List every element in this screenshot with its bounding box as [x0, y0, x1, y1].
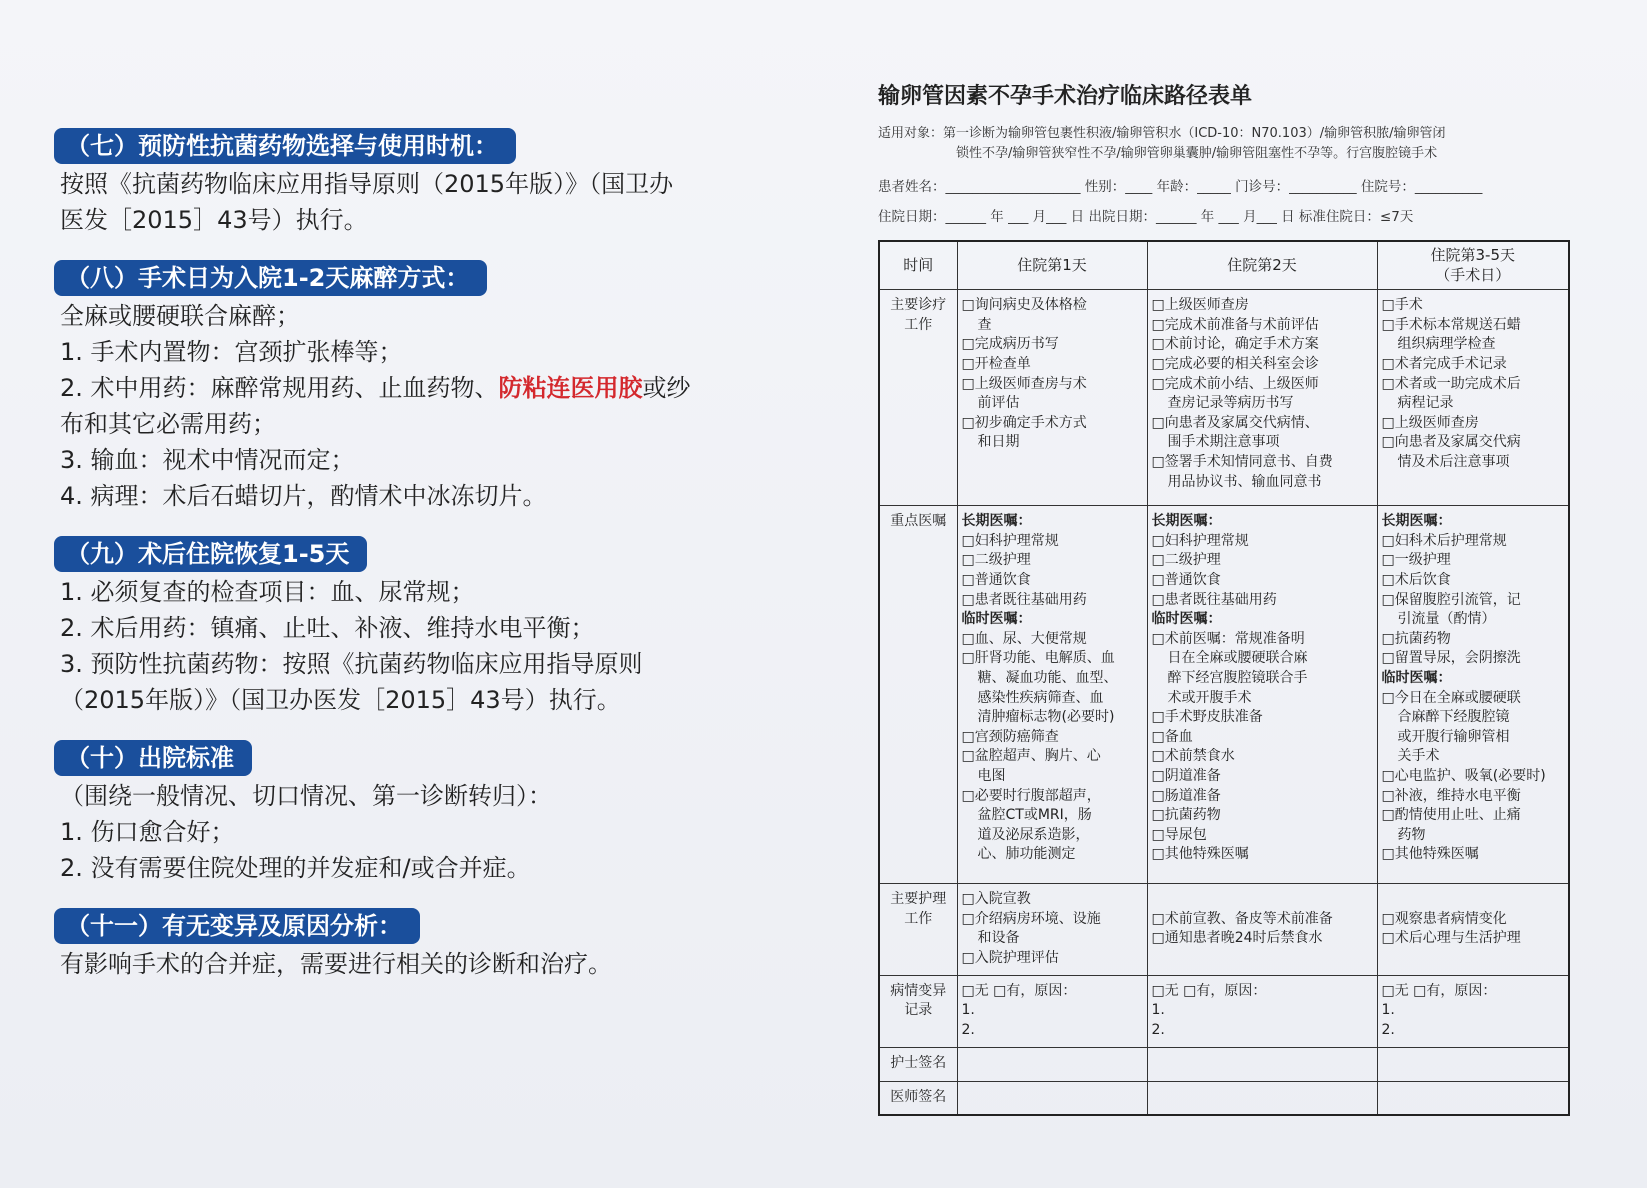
list-item: 清肿瘤标志物(必要时) — [977, 709, 1115, 726]
list-item: □观察患者病情变化 — [1381, 910, 1507, 927]
list-item: □完成术前准备与术前评估 — [1151, 316, 1319, 333]
list-item: □其他特殊医嘱 — [1151, 846, 1249, 863]
table-header-row — [879, 241, 1569, 290]
list-item: 临时医嘱： — [1151, 611, 1222, 628]
list-item: □二级护理 — [1151, 552, 1221, 569]
text-line: 1. 手术内置物：宫颈扩张棒等； — [60, 338, 403, 366]
list-item: 关手术 — [1397, 748, 1440, 765]
cell-orders-day2 — [1147, 506, 1377, 884]
list-item: □手术 — [1381, 297, 1423, 314]
cell-var-day2 — [1147, 975, 1377, 1047]
list-item: 2. — [961, 1021, 975, 1038]
list-item: □肝肾功能、电解质、血 — [961, 650, 1115, 667]
list-item: □上级医师查房 — [1381, 414, 1479, 431]
row-orders — [879, 506, 1569, 884]
list-item: 或开腹行输卵管相 — [1397, 728, 1510, 745]
list-item: 用品协议书、输血同意书 — [1167, 473, 1322, 490]
sign-cell[interactable] — [1377, 1047, 1569, 1081]
section-8-header: （八）手术日为入院1-2天麻醉方式： — [54, 260, 487, 296]
header-day1: 住院第1天 — [957, 241, 1147, 290]
right-column — [878, 82, 1572, 1116]
header-time: 时间 — [879, 241, 957, 290]
list-item: □入院宣教 — [961, 891, 1031, 908]
list-item: □签署手术知情同意书、自费 — [1151, 453, 1333, 470]
text-line: 2. 没有需要住院处理的并发症和/或合并症。 — [60, 854, 531, 882]
row-label: 主要诊疗工作 — [879, 290, 957, 506]
cell-nursing-day35 — [1377, 884, 1569, 975]
list-item: □手术标本常规送石蜡 — [1381, 316, 1521, 333]
list-item: □普通饮食 — [1151, 571, 1221, 588]
list-item: 情及术后注意事项 — [1397, 453, 1510, 470]
list-item: 长期医嘱： — [1381, 513, 1452, 530]
list-item: □向患者及家属交代病情、 — [1151, 414, 1319, 431]
text-line: 3. 输血：视术中情况而定； — [60, 446, 355, 474]
list-item: □术者或一助完成术后 — [1381, 375, 1521, 392]
list-item: □患者既往基础用药 — [1151, 591, 1277, 608]
cell-nursing-day2 — [1147, 884, 1377, 975]
list-item: □无 □有，原因： — [961, 982, 1077, 999]
form-title: 输卵管因素不孕手术治疗临床路径表单 — [878, 84, 1253, 109]
text-line: 有影响手术的合并症，需要进行相关的诊断和治疗。 — [60, 950, 612, 978]
scope-line: 适用对象：第一诊断为输卵管包裹性积液/输卵管积水（ICD-10：N70.103）/输卵管积脓/输卵管闭 — [878, 126, 1446, 141]
text-line: （围绕一般情况、切口情况、第一诊断转归）： — [60, 782, 552, 810]
row-nursing — [879, 884, 1569, 975]
text-line: 3. 预防性抗菌药物：按照《抗菌药物临床应用指导原则 — [60, 650, 643, 678]
list-item: □术前宣教、备皮等术前准备 — [1151, 910, 1333, 927]
list-item: 道及泌尿系造影， — [977, 826, 1090, 843]
list-item: □盆腔超声、胸片、心 — [961, 748, 1101, 765]
list-item: □留置导尿，会阴擦洗 — [1381, 650, 1521, 667]
section-7 — [60, 128, 770, 238]
row-label: 主要护理工作 — [879, 884, 957, 975]
cell-diag-day1 — [957, 290, 1147, 506]
row-doctor-sign — [879, 1081, 1569, 1115]
list-item: □二级护理 — [961, 552, 1031, 569]
list-item: 合麻醉下经腹腔镜 — [1397, 709, 1510, 726]
list-item: □其他特殊医嘱 — [1381, 846, 1479, 863]
list-item: □患者既往基础用药 — [961, 591, 1087, 608]
row-label: 病情变异记录 — [879, 975, 957, 1047]
list-item: 围手术期注意事项 — [1167, 434, 1280, 451]
list-item: 前评估 — [977, 395, 1020, 412]
pathway-table — [878, 240, 1570, 1116]
list-item: □手术野皮肤准备 — [1151, 709, 1263, 726]
list-item: □导尿包 — [1151, 826, 1207, 843]
list-item: □开检查单 — [961, 355, 1031, 372]
list-item: □初步确定手术方式 — [961, 414, 1087, 431]
list-item: 术或开腹手术 — [1167, 689, 1252, 706]
list-item: 长期医嘱： — [1151, 513, 1222, 530]
row-nurse-sign — [879, 1047, 1569, 1081]
list-item: □入院护理评估 — [961, 949, 1059, 966]
section-10 — [60, 740, 770, 886]
list-item: □普通饮食 — [961, 571, 1031, 588]
list-item: 长期医嘱： — [961, 513, 1032, 530]
text-line: 布和其它必需用药； — [60, 410, 276, 438]
list-item: □抗菌药物 — [1151, 807, 1221, 824]
row-label: 护士签名 — [879, 1047, 957, 1081]
sign-cell[interactable] — [957, 1047, 1147, 1081]
list-item: □心电监护、吸氧(必要时) — [1381, 767, 1546, 784]
list-item: □术后心理与生活护理 — [1381, 930, 1521, 947]
list-item: 引流量（酌情） — [1397, 611, 1496, 628]
cell-orders-day35 — [1377, 506, 1569, 884]
header-day2: 住院第2天 — [1147, 241, 1377, 290]
list-item: □补液，维持水电平衡 — [1381, 787, 1521, 804]
patient-fields: 患者姓名：____________________ 性别：____ 年龄：_____ 门诊号：__________ 住院号：__________ — [878, 179, 1483, 195]
list-item: □向患者及家属交代病 — [1381, 434, 1521, 451]
text-line — [60, 370, 770, 406]
text-span: 或纱 — [642, 374, 691, 402]
list-item: □完成术前小结、上级医师 — [1151, 375, 1319, 392]
list-item: 查 — [977, 316, 992, 333]
text-line: 2. 术后用药：镇痛、止吐、补液、维持水电平衡； — [60, 614, 595, 642]
list-item: 2. — [1381, 1021, 1395, 1038]
list-item: □必要时行腹部超声， — [961, 787, 1101, 804]
list-item: 药物 — [1397, 826, 1426, 843]
row-label: 重点医嘱 — [879, 506, 957, 884]
row-diag — [879, 290, 1569, 506]
list-item: 病程记录 — [1397, 395, 1454, 412]
list-item: 日在全麻或腰硬联合麻 — [1167, 650, 1308, 667]
section-9 — [60, 536, 770, 718]
row-label: 医师签名 — [879, 1081, 957, 1115]
section-7-header: （七）预防性抗菌药物选择与使用时机： — [54, 128, 516, 164]
list-item: 2. — [1151, 1021, 1165, 1038]
header-day35 — [1377, 241, 1569, 290]
date-fields: 住院日期：______ 年 ___ 月___ 日 出院日期：______ 年 ___ 月___ 日 标准住院日：≤7天 — [878, 209, 1414, 225]
list-item: □阴道准备 — [1151, 767, 1221, 784]
list-item: 和设备 — [977, 930, 1020, 947]
section-9-header: （九）术后住院恢复1-5天 — [54, 536, 367, 572]
list-item: 1. — [1381, 1002, 1395, 1019]
list-item: □今日在全麻或腰硬联 — [1381, 689, 1521, 706]
cell-diag-day2 — [1147, 290, 1377, 506]
list-item: □妇科护理常规 — [1151, 532, 1249, 549]
header-day35-a: 住院第3-5天 — [1430, 246, 1515, 264]
list-item: □介绍病房环境、设施 — [961, 910, 1101, 927]
text-line: 1. 必须复查的检查项目：血、尿常规； — [60, 578, 475, 606]
list-item: □术者完成手术记录 — [1381, 355, 1507, 372]
list-item: □宫颈防癌筛查 — [961, 728, 1059, 745]
section-11-header: （十一）有无变异及原因分析： — [54, 908, 420, 944]
text-span: 2. 术中用药：麻醉常规用药、止血药物、 — [60, 374, 499, 402]
sign-cell[interactable] — [1377, 1081, 1569, 1115]
list-item: □备血 — [1151, 728, 1193, 745]
list-item: 查房记录等病历书写 — [1167, 395, 1294, 412]
list-item: □妇科护理常规 — [961, 532, 1059, 549]
list-item: □保留腹腔引流管，记 — [1381, 591, 1521, 608]
cell-diag-day35 — [1377, 290, 1569, 506]
header-day35-b: （手术日） — [1435, 265, 1511, 284]
list-item: 和日期 — [977, 434, 1020, 451]
sign-cell[interactable] — [957, 1081, 1147, 1115]
list-item: □上级医师查房 — [1151, 297, 1249, 314]
list-item: □一级护理 — [1381, 552, 1451, 569]
text-line: （2015年版）》（国卫办医发［2015］43号）执行。 — [60, 686, 621, 714]
list-item: 醉下经宫腹腔镜联合手 — [1167, 669, 1308, 686]
list-item: □酌情使用止吐、止痛 — [1381, 807, 1521, 824]
list-item: 电图 — [977, 767, 1006, 784]
list-item: □术前禁食水 — [1151, 748, 1235, 765]
list-item: 临时医嘱： — [1381, 669, 1452, 686]
list-item: □妇科术后护理常规 — [1381, 532, 1507, 549]
list-item: □无 □有，原因： — [1381, 982, 1497, 999]
list-item: 糖、凝血功能、血型、 — [977, 669, 1118, 686]
list-item: 盆腔CT或MRI，肠 — [977, 807, 1092, 824]
list-item: 感染性疾病筛查、血 — [977, 689, 1104, 706]
list-item: □上级医师查房与术 — [961, 375, 1087, 392]
list-item: 1. — [1151, 1002, 1165, 1019]
section-10-header: （十）出院标准 — [54, 740, 252, 776]
row-variation — [879, 975, 1569, 1047]
left-column — [60, 128, 770, 1004]
text-line: 按照《抗菌药物临床应用指导原则（2015年版）》（国卫办 — [60, 170, 674, 198]
scope-line: 锁性不孕/输卵管狭窄性不孕/输卵管卵巢囊肿/输卵管阻塞性不孕等。行宫腹腔镜手术 — [956, 146, 1438, 161]
sign-cell[interactable] — [1147, 1081, 1377, 1115]
section-11 — [60, 908, 770, 982]
text-line: 1. 伤口愈合好； — [60, 818, 235, 846]
list-item: □通知患者晚24时后禁食水 — [1151, 930, 1323, 947]
cell-orders-day1 — [957, 506, 1147, 884]
list-item: □术前医嘱：常规准备明 — [1151, 630, 1305, 647]
list-item: □完成病历书写 — [961, 336, 1059, 353]
list-item: □抗菌药物 — [1381, 630, 1451, 647]
list-item: □询问病史及体格检 — [961, 297, 1087, 314]
text-line: 4. 病理：术后石蜡切片，酌情术中冰冻切片。 — [60, 482, 547, 510]
list-item: 组织病理学检查 — [1397, 336, 1496, 353]
sign-cell[interactable] — [1147, 1047, 1377, 1081]
cell-var-day1 — [957, 975, 1147, 1047]
list-item: □术前讨论，确定手术方案 — [1151, 336, 1319, 353]
list-item: 心、肺功能测定 — [977, 846, 1076, 863]
list-item: □术后饮食 — [1381, 571, 1451, 588]
text-line: 全麻或腰硬联合麻醉； — [60, 302, 300, 330]
list-item: □无 □有，原因： — [1151, 982, 1267, 999]
list-item: 1. — [961, 1002, 975, 1019]
list-item: □肠道准备 — [1151, 787, 1221, 804]
section-8 — [60, 260, 770, 514]
list-item: □血、尿、大便常规 — [961, 630, 1087, 647]
cell-nursing-day1 — [957, 884, 1147, 975]
cell-var-day35 — [1377, 975, 1569, 1047]
text-line: 医发［2015］43号）执行。 — [60, 206, 368, 234]
list-item: □完成必要的相关科室会诊 — [1151, 355, 1319, 372]
highlight-text: 防粘连医用胶 — [498, 374, 643, 402]
list-item: 临时医嘱： — [961, 611, 1032, 628]
